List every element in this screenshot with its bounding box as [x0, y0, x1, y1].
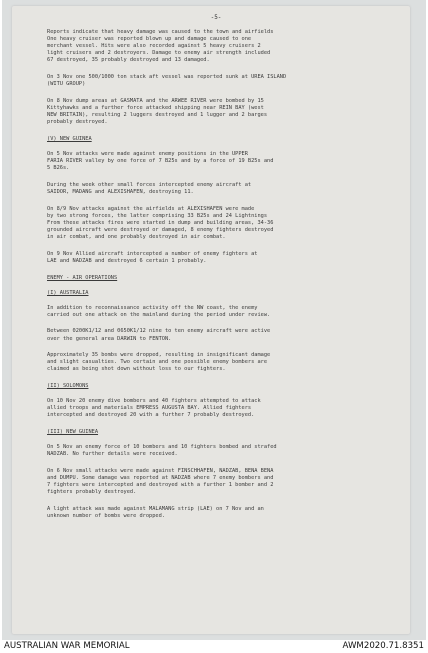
paragraph-light-attack: [47, 506, 385, 520]
paragraph-bombs: [47, 352, 385, 373]
page-number: -5-: [210, 14, 222, 21]
text-line: Reports indicate that heavy damage was caused to the town and airfields: [47, 29, 274, 36]
text-line: and slight casualties. Two certain and one possible enemy bombers are: [47, 359, 268, 366]
text-line: allied troops and materials EMPRESS AUGUSTA BAY. Allied fighters: [47, 405, 252, 412]
paragraph-5-nov-enemy: [47, 444, 385, 458]
section-heading-enemy-air: ENEMY - AIR OPERATIONS: [47, 274, 118, 281]
text-line: FARIA RIVER valley by one force of 7 B25s and by a force of 19 B25s and: [47, 158, 274, 165]
section-heading-solomons: (II) SOLOMONS: [47, 383, 89, 390]
footer-institution: AUSTRALIAN WAR MEMORIAL: [4, 641, 130, 651]
text-line: From these attacks fires were started in dump and building areas, 34-36: [47, 219, 274, 226]
section-heading-new-guinea-iii: (III) NEW GUINEA: [47, 429, 99, 436]
text-line: One heavy cruiser was reported blown up and damage caused to one: [47, 36, 252, 43]
text-line: fighters probably destroyed.: [47, 489, 137, 496]
footer-accession-number: AWM2020.71.8351: [342, 641, 424, 651]
paragraph-8-nov: [47, 98, 385, 126]
document-body: [47, 14, 385, 530]
text-line: On 8 Nov dump areas at GASMATA and the ARWEE RIVER were bombed by 15: [47, 97, 264, 104]
text-line: merchant vessel. Hits were also recorded against 5 heavy cruisers 2: [47, 43, 261, 50]
text-line: 7 fighters were intercepted and destroyed with a further 1 bomber and 2: [47, 482, 274, 489]
text-line: On 6 Nov small attacks were made against FINSCHHAFEN, NADZAB, BENA BENA: [47, 467, 274, 474]
text-line: intercepted and destroyed 20 with a further 7 probably destroyed.: [47, 412, 255, 419]
text-line: (WITU GROUP): [47, 81, 86, 88]
text-line: by two strong forces, the latter comprising 33 B25s and 24 Lightnings: [47, 212, 268, 219]
paragraph-recon: [47, 305, 385, 319]
text-line: On 8/9 Nov attacks against the airfields at ALEXISHAFEN were made: [47, 205, 255, 212]
text-line: In addition to reconnaissance activity off the NW coast, the enemy: [47, 304, 258, 311]
text-line: unknown number of bombs were dropped.: [47, 513, 165, 520]
paragraph-between: [47, 328, 385, 342]
text-line: in air combat, and one probably destroyed in air combat.: [47, 234, 226, 241]
text-line: On 5 Nov attacks were made against enemy positions in the UPPER: [47, 151, 248, 157]
text-line: Kittyhawks and a further force attacked shipping near REIN BAY (west: [47, 105, 264, 112]
text-line: NADZAB. No further details were received.: [47, 451, 178, 458]
text-line: On 10 Nov 20 enemy dive bombers and 40 fighters attempted to attack: [47, 398, 261, 405]
text-line: claimed as being shot down without loss to our fighters.: [47, 366, 226, 373]
text-line: 67 destroyed, 35 probably destroyed and 13 damaged.: [47, 57, 210, 64]
text-line: probably destroyed.: [47, 119, 108, 126]
text-line: On 5 Nov an enemy force of 10 bombers and 10 fighters bombed and strafed: [47, 444, 277, 451]
text-line: On 3 Nov one 500/1000 ton stack aft vessel was reported sunk at UREA ISLAND: [47, 74, 287, 81]
paragraph-3-nov: [47, 74, 385, 88]
text-line: over the general area DARWIN to FENTON.: [47, 335, 172, 342]
text-line: Approximately 35 bombs were dropped, resulting in insignificant damage: [47, 352, 271, 359]
text-line: carried out one attack on the mainland during the period under review.: [47, 311, 271, 318]
paragraph-9-nov: [47, 251, 385, 265]
text-line: NEW BRITAIN), resulting 2 luggers destroyed and 1 lugger and 2 barges: [47, 112, 268, 119]
intro-paragraph: [47, 29, 385, 64]
text-line: grounded aircraft were destroyed or damaged, 8 enemy fighters destroyed: [47, 226, 274, 233]
text-line: During the week other small forces intercepted enemy aircraft at: [47, 181, 252, 188]
section-heading-australia: (I) AUSTRALIA: [47, 289, 89, 296]
text-line: A light attack was made against MALAMANG strip (LAE) on 7 Nov and an: [47, 505, 264, 512]
paragraph-8-9-nov: [47, 206, 385, 241]
text-line: 5 B26s.: [47, 165, 70, 172]
text-line: and DUMPU. Some damage was reported at NADZAB where 7 enemy bombers and: [47, 475, 274, 482]
section-heading-new-guinea: (V) NEW GUINEA: [47, 135, 92, 142]
text-line: On 9 Nov Allied aircraft intercepted a number of enemy fighters at: [47, 250, 258, 257]
text-line: SAIDOR, MADANG and ALEXISHAFEN, destroying 11.: [47, 188, 194, 195]
paragraph-10-nov: [47, 398, 385, 419]
paragraph-week: [47, 182, 385, 196]
paragraph-6-nov: [47, 468, 385, 496]
archive-footer: [0, 640, 428, 653]
text-line: LAE and NADZAB and destroyed 6 certain 1 probably.: [47, 257, 207, 264]
paragraph-5-nov: [47, 151, 385, 172]
text-line: Between 0200K1/12 and 0650K1/12 nine to ten enemy aircraft were active: [47, 328, 271, 335]
text-line: light cruisers and 2 destroyers. Damage to enemy air strength included: [47, 50, 271, 57]
